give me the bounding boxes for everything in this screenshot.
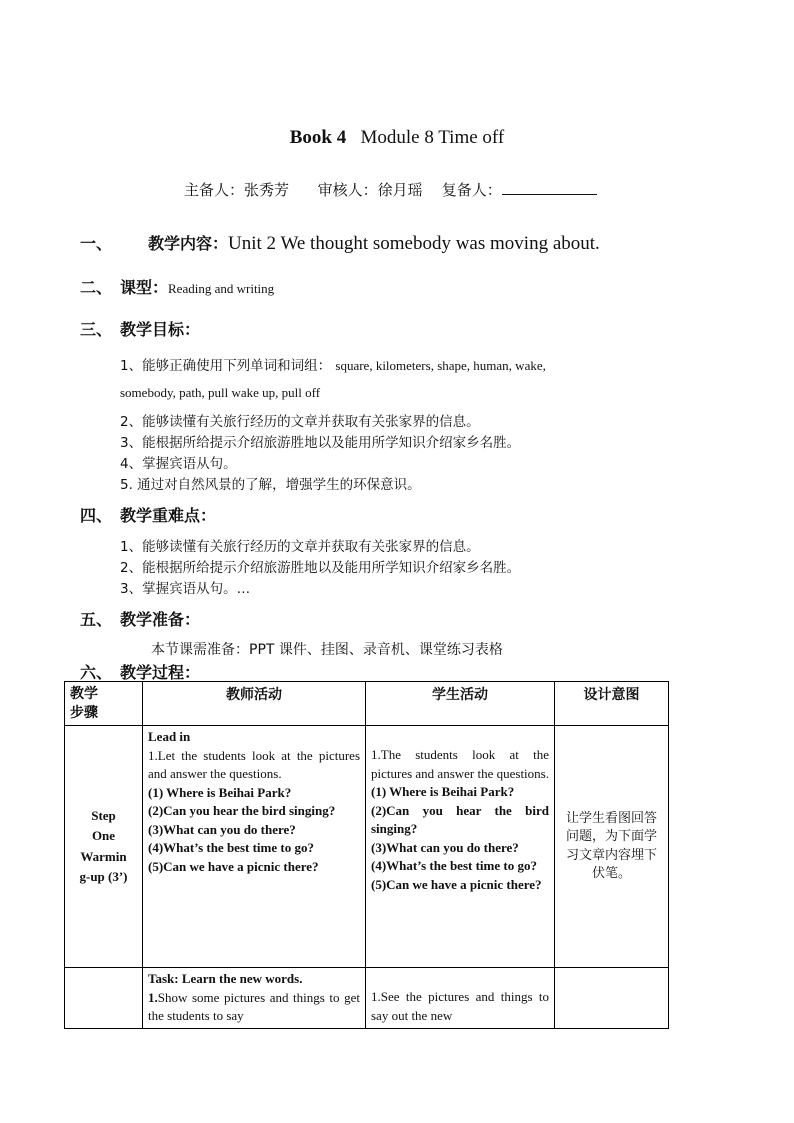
key-point-1: 1、能够读懂有关旅行经历的文章并获取有关张家界的信息。	[120, 539, 480, 555]
student-question-4: (4)What’s the best time to go?	[371, 858, 537, 873]
header-step: 教学 步骤	[65, 682, 143, 726]
student-activity-cell	[366, 726, 555, 968]
reviewer-label: 审核人：	[317, 181, 378, 199]
section-5	[80, 607, 200, 630]
key-point-2: 2、能根据所给提示介绍旅游胜地以及能用所学知识介绍家乡名胜。	[120, 560, 521, 576]
student-question-3: (3)What can you do there?	[371, 839, 519, 855]
main-preparer-label: 主备人：	[184, 181, 245, 199]
step-one-cell: Step One Warmin g-up (3’)	[65, 726, 143, 968]
question-1: (1) Where is Beihai Park?	[148, 784, 292, 800]
design-intent-cell-2	[555, 968, 669, 1029]
step-two-cell	[65, 968, 143, 1029]
objective-1	[120, 354, 546, 374]
module-title: Module 8 Time off	[360, 127, 505, 148]
objective-3: 3、能根据所给提示介绍旅游胜地以及能用所学知识介绍家乡名胜。	[120, 435, 521, 451]
book-label: Book 4	[289, 127, 347, 148]
student-question-1: (1) Where is Beihai Park?	[371, 784, 515, 799]
key-point-3: 3、掌握宾语从句。…	[120, 581, 251, 597]
section-1	[80, 231, 600, 255]
task-title: Task: Learn the new words.	[148, 971, 303, 986]
section-4	[80, 503, 216, 526]
student-instruction: 1.The students look at the pictures and answer the questions.	[371, 747, 549, 781]
student-activity-cell-2	[366, 968, 555, 1029]
teacher-instruction: 1.Let the students look at the pictures and answer the questions.	[148, 747, 360, 781]
question-4: (4)What’s the best time to go?	[148, 840, 314, 855]
question-5: (5)Can we have a picnic there?	[148, 858, 319, 874]
header-teacher-activity: 教师活动	[143, 682, 366, 726]
section-5-label: 教学准备：	[120, 610, 201, 629]
teacher-task-number: 1.	[148, 989, 158, 1005]
main-preparer-name: 张秀芳	[244, 181, 290, 199]
objective-5: 5. 通过对自然风景的了解，增强学生的环保意识。	[120, 477, 421, 493]
design-intent-cell: 让学生看图回答问题，为下面学习文章内容埋下伏笔。	[555, 726, 669, 968]
document-title	[0, 127, 794, 149]
teacher-activity-cell	[143, 726, 366, 968]
table-row	[65, 726, 669, 968]
section-2-content: Reading and writing	[168, 281, 275, 296]
objective-1-text: 1、能够正确使用下列单词和词组：	[120, 358, 332, 374]
objective-4: 4、掌握宾语从句。	[120, 456, 237, 472]
section-2-label: 课型：	[120, 278, 169, 297]
lead-in-title: Lead in	[148, 729, 191, 744]
section-5-number: 五、	[80, 610, 113, 629]
co-preparer-blank	[502, 180, 597, 195]
teacher-activity-cell-2	[143, 968, 366, 1029]
section-1-number: 一、	[80, 234, 113, 253]
section-4-label: 教学重难点：	[120, 506, 217, 525]
header-student-activity: 学生活动	[366, 682, 555, 726]
section-2	[80, 275, 274, 298]
section-6-number: 六、	[80, 663, 113, 682]
objective-1-phrases: somebody, path, pull wake up, pull off	[120, 385, 321, 400]
preparation-content: 本节课需准备：PPT 课件、挂图、录音机、课堂练习表格	[151, 642, 503, 658]
question-3: (3)What can you do there?	[148, 821, 296, 837]
question-2: (2)Can you hear the bird singing?	[148, 803, 336, 818]
section-3-number: 三、	[80, 320, 113, 339]
section-4-number: 四、	[80, 506, 113, 525]
student-task-line: 1.See the pictures and things to say out the new	[371, 989, 549, 1023]
teacher-task-line	[148, 989, 360, 1026]
table-header-row	[65, 682, 669, 726]
teaching-process-table	[64, 681, 669, 1029]
section-2-number: 二、	[80, 278, 113, 297]
objective-2: 2、能够读懂有关旅行经历的文章并获取有关张家界的信息。	[120, 414, 480, 430]
header-design-intent: 设计意图	[555, 682, 669, 726]
student-question-2: (2)Can you hear the bird singing?	[371, 802, 549, 836]
section-6-label: 教学过程：	[120, 663, 201, 682]
preparers-line	[184, 179, 597, 200]
section-3-label: 教学目标：	[120, 320, 201, 339]
section-1-label: 教学内容：	[148, 234, 229, 253]
teacher-task-text: Show some pictures and things to get the students to say	[148, 989, 360, 1023]
section-6	[80, 660, 200, 683]
objective-1-continued	[120, 385, 320, 401]
section-1-content: Unit 2 We thought somebody was moving about.	[228, 233, 600, 254]
reviewer-name: 徐月瑶	[377, 181, 423, 199]
table-row	[65, 968, 669, 1029]
section-3	[80, 317, 200, 340]
co-preparer-label: 复备人：	[441, 181, 502, 199]
student-question-5: (5)Can we have a picnic there?	[371, 876, 542, 892]
objective-1-words: square, kilometers, shape, human, wake,	[335, 358, 546, 373]
